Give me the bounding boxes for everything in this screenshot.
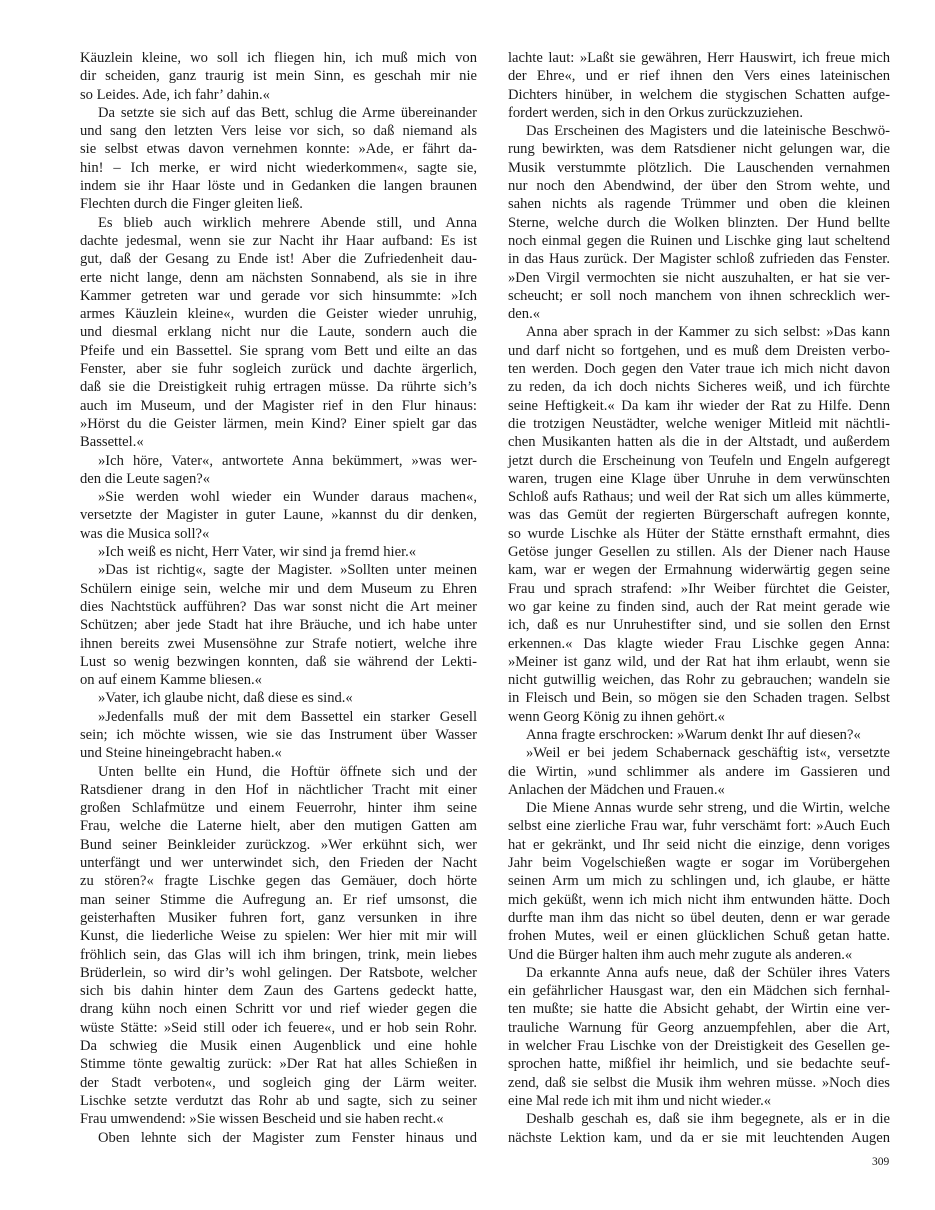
text-line: »Sie werden wohl wieder ein Wunder daraus machen«,: [98, 489, 477, 506]
text-line: Frau und sprach strafend: »Ihr Weiber fürchtet die Geister,: [508, 580, 890, 597]
text-line: »Ich höre, Vater«, antwortete Anna bekümmert, »was wer-: [98, 452, 477, 469]
text-line: wenn Georg König zu ihnen gehört.«: [508, 708, 725, 725]
paragraph: [80, 708, 477, 763]
text-line: Anna aber sprach in der Kammer zu sich selbst: »Das kann: [526, 324, 890, 341]
text-line: man seiner Stimme die Aufregung an. Er rief umsonst, die: [80, 891, 477, 908]
text-line: Musik verstummte plötzlich. Die Lauschenden vernahmen: [508, 159, 890, 176]
text-line: Da erkannte Anna aufs neue, daß der Schüler ihres Vaters: [526, 964, 890, 981]
text-line: on auf einem Kamme bliesen.«: [80, 672, 262, 689]
text-line: fordert werden, sich in den Orkus zurückzuziehen.: [508, 104, 804, 121]
text-line: noch einmal gegen die Ruinen und Lischke ging laut scheltend: [508, 232, 890, 249]
text-line: trauliche Warnung für Georg anzuempfehlen, aber die Art,: [508, 1019, 890, 1036]
page-number: 309: [872, 1156, 890, 1168]
paragraph: [80, 689, 477, 707]
text-line: daß sie die Dreistigkeit ruhig ertragen müsse. Da rührte sich’s: [80, 379, 477, 396]
text-line: seine Heftigkeit.« Da kam ihr wieder der Rat zu Hilfe. Denn: [508, 397, 890, 414]
text-line: was die Musica soll?«: [80, 525, 210, 542]
paragraph: [508, 726, 890, 744]
text-line: chen Musikanten hatten als die in der Altstadt, und außerdem: [508, 434, 890, 451]
text-line: Unten bellte ein Hund, die Hoftür öffnete sich und der: [98, 763, 477, 780]
text-line: Das Erscheinen des Magisters und die lateinische Beschwö-: [526, 123, 890, 140]
text-line: Schloß aufs Rathaus; und weil der Rat sich um alles kümmerte,: [508, 489, 890, 506]
text-line: dir scheiden, ganz traurig ist mein Sinn, es geschah mir nie: [80, 68, 477, 85]
text-line: Getöse junger Gesellen zu stillen. Als der Diener nach Hause: [508, 544, 890, 561]
text-line: Schützen; aber jede Stadt hat ihre Bräuche, und ich habe unter: [80, 617, 477, 634]
text-line: Brüderlein, so wird dir’s wohl gelingen. Der Ratsbote, welcher: [80, 964, 477, 981]
text-line: die trotzigen Neustädter, welche weniger Mitleid mit nächtli-: [508, 415, 890, 432]
text-line: durfte man ihm das nicht so übel deuten, denn er war gerade: [508, 909, 890, 926]
paragraph: [80, 214, 477, 452]
text-line: eine Mal rede ich mit ihm und nicht wieder.«: [508, 1092, 772, 1109]
text-column-right: [508, 49, 890, 1147]
paragraph: [80, 543, 477, 561]
text-line: scheucht; er soll noch manchem von ihnen schrecklich wer-: [508, 287, 890, 304]
text-line: rung bewirkten, was dem Ratsdiener nicht gelungen war, die: [508, 141, 890, 158]
text-line: fröhlich sein, das Glas will ich ihm bringen, trink, mein liebes: [80, 946, 477, 963]
text-line: Kammer getreten war und gerade vor sich hinsummte: »Ich: [80, 287, 477, 304]
text-line: sprochen hatte, mißfiel ihr heimlich, und sie bedachte seuf-: [508, 1056, 890, 1073]
text-line: großen Schlafmütze und einem Feuerrohr, hinter ihm seine: [80, 800, 477, 817]
paragraph: [508, 744, 890, 799]
text-line: ein gefährlicher Hausgast war, den ein Mädchen sich fernhal-: [508, 983, 890, 1000]
text-line: in welcher Frau Lischke von der Dreistigkeit des Gesellen ge-: [508, 1038, 890, 1055]
text-line: gut, daß der Gesang zu Ende ist! Aber die Zufriedenheit dau-: [80, 251, 477, 268]
text-line: dachte jedesmal, wenn sie zur Nacht ihr Haar aufband: Es ist: [80, 232, 477, 249]
text-line: so Leides. Ade, ich fahr’ dahin.«: [80, 86, 270, 103]
text-line: Schülern einige sein, welche mir und dem Museum zu Ehren: [80, 580, 477, 597]
text-line: Pfeife und ein Bassettel. Sie sprang vom Bett und eilte an das: [80, 342, 477, 359]
text-line: der Stadt verboten«, und sogleich ging der Lärm weiter.: [80, 1074, 477, 1091]
text-line: Käuzlein kleine, wo soll ich fliegen hin, ich muß mich von: [80, 50, 477, 66]
text-line: und darf nicht so fortgehen, und es muß dem Dreisten verbo-: [508, 342, 890, 359]
text-line: sich bis dahin hinter dem Zaun des Gartens gedeckt hatte,: [80, 983, 477, 1000]
text-line: Deshalb geschah es, daß sie ihm begegnete, als er in die: [526, 1111, 890, 1128]
text-line: hat er gekränkt, und Ihr seid nicht die einzige, denn voriges: [508, 836, 890, 853]
text-line: Bund seiner Beinkleider zurückzog. »Wer erkühnt sich, wer: [80, 836, 477, 853]
text-line: Frau umwendend: »Sie wissen Bescheid und sie haben recht.«: [80, 1111, 444, 1128]
paragraph: [80, 488, 477, 543]
text-line: so wurde Lischke als Hüter der Stätte ernsthaft ermahnt, dies: [508, 525, 890, 542]
text-line: »Meiner ist ganz wild, und der Rat hat ihm erlaubt, wenn sie: [508, 653, 890, 670]
text-line: ich, daß es nur Unruhestifter sind, und sie sollen den Ernst: [508, 617, 890, 634]
text-line: »Vater, ich glaube nicht, daß diese es sind.«: [98, 690, 353, 707]
paragraph: [80, 49, 477, 104]
text-line: dies Nachtstück aufführen? Das war sonst nicht die Art meiner: [80, 598, 477, 615]
text-line: armes Käuzlein kleine«, wurden die Geister wieder unruhig,: [80, 306, 477, 323]
text-line: »Jedenfalls muß der mit dem Bassettel ein starker Gesell: [98, 708, 477, 725]
text-line: unterfängt und wer unterwindet sich, den Frieden der Nacht: [80, 855, 477, 872]
text-line: ten werden. Doch gegen den Vater traue ich mich nicht davon: [508, 361, 890, 378]
text-line: geisterhaften Musiker fuhren fort, ganz versunken in ihre: [80, 909, 477, 926]
text-line: Sterne, welche durch die Wolken blinzten. Der Hund bellte: [508, 214, 890, 231]
text-line: Es blieb auch wirklich mehrere Abende still, und Anna: [98, 214, 477, 231]
paragraph: [508, 49, 890, 122]
text-line: in Fleisch und Bein, so mögen sie den Schaden tragen. Selbst: [508, 690, 890, 707]
text-line: mich geküßt, wenn ich mich nicht ihm entwunden hätte. Doch: [508, 891, 890, 908]
text-line: Dichters hinüber, in welchem die stygischen Schatten aufge-: [508, 86, 890, 103]
text-line: den die Leute sagen?«: [80, 470, 211, 487]
text-line: nicht gutwillig weichen, das Rohr zu gebrauchen; wandeln sie: [508, 672, 890, 689]
text-line: auch im Museum, und der Magister rief in den Flur hinaus:: [80, 397, 477, 414]
text-line: die Wirtin, »und schlimmer als andere im Gassieren und: [508, 763, 890, 780]
text-line: ihnen bereits zwei Musensöhne zur Strafe notiert, welche ihre: [80, 635, 477, 652]
text-line: und Steine hineingebracht haben.«: [80, 745, 282, 762]
text-line: Anna fragte erschrocken: »Warum denkt Ihr auf diesen?«: [526, 726, 861, 743]
text-line: und sang den letzten Vers leise vor sich, so daß niemand als: [80, 123, 477, 140]
text-line: hin! – Ich merke, er wird nicht wiederkommen«, sagte sie,: [80, 159, 477, 176]
text-line: lachte laut: »Laßt sie gewähren, Herr Hauswirt, ich freue mich: [508, 50, 890, 66]
text-line: »Ich weiß es nicht, Herr Vater, wir sind ja fremd hier.«: [98, 544, 417, 561]
text-line: Kunst, die liederliche Weise zu spielen: Wer hier mit mir will: [80, 928, 477, 945]
text-line: und diesmal erklang nicht nur die Laute, sondern auch die: [80, 324, 477, 341]
text-line: zend, daß sie selbst die Musik ihm wehren müsse. »Noch dies: [508, 1074, 890, 1091]
text-line: zu reden, da ich doch nichts Sicheres weiß, und ich fürchte: [508, 379, 890, 396]
text-line: Lischke setzte verdutzt das Rohr ab und sagte, sich zu seiner: [80, 1092, 477, 1109]
text-line: Da setzte sie sich auf das Bett, schlug die Arme übereinander: [98, 104, 477, 121]
text-line: Anlachen der Mädchen und Frauen.«: [508, 781, 725, 798]
text-line: erte nicht lange, denn am nächsten Sonnabend, als sie in ihre: [80, 269, 477, 286]
text-line: Ratsdiener drang in den Hof in nächtlicher Tracht mit einer: [80, 781, 477, 798]
paragraph: [80, 763, 477, 1129]
text-line: nur noch den Abendwind, der über den Strom wehte, und: [508, 178, 890, 195]
text-line: indem sie ihr Haar löste und in Gedanken die langen braunen: [80, 178, 477, 195]
paragraph: [80, 104, 477, 214]
text-line: »Weil er bei jedem Schabernack geschäftig ist«, versetzte: [526, 745, 890, 762]
text-line: Bassettel.«: [80, 434, 144, 451]
text-line: wo gar keine zu finden sind, auch der Rat meint gerade wie: [508, 598, 890, 615]
text-line: sahen nichts als ragende Trümmer und oben die kleinen: [508, 196, 890, 213]
text-line: in das Haus zurück. Der Magister schloß zufrieden das Fenster.: [508, 251, 890, 268]
text-line: was das Gemüt der regierten Bürgerschaft aufregen konnte,: [508, 507, 890, 524]
paragraph: [508, 1110, 890, 1147]
text-line: Und die Bürger halten ihm auch mehr zugute als anderen.«: [508, 946, 853, 963]
text-line: den.«: [508, 306, 541, 323]
text-line: Fenster, aber sie fuhr sogleich zurück und dachte ärgerlich,: [80, 361, 477, 378]
text-line: zu stören?« fragte Lischke gegen das Gemäuer, doch hörte: [80, 873, 477, 890]
text-line: ten mußte; sie hatte die Absicht gehabt, der Wirtin eine ver-: [508, 1001, 890, 1018]
text-line: kam, war er wegen der Ermahnung widerwärtig gegen seine: [508, 562, 890, 579]
paragraph: [80, 561, 477, 689]
text-line: Oben lehnte sich der Magister zum Fenster hinaus und: [98, 1129, 477, 1146]
text-line: Flechten durch die Finger gleiten ließ.: [80, 196, 303, 213]
text-line: versetzte der Magister in guter Laune, »kannst du dir denken,: [80, 507, 477, 524]
text-line: sie selbst etwas davon vernehmen konnte: »Ade, er fährt da-: [80, 141, 477, 158]
text-line: frohen Mutes, weil er einen glücklichen Schuß getan hatte.: [508, 928, 890, 945]
text-line: nächste Lektion kam, und da er sie mit leuchtenden Augen: [508, 1129, 890, 1146]
text-line: drang kühn noch einen Schritt vor und rief wieder gegen die: [80, 1001, 477, 1018]
text-line: »Den Virgil vermochten sie nicht auszuhalten, er hat sie ver-: [508, 269, 890, 286]
text-line: selbst eine zierliche Frau war, fuhr verschämt fort: »Auch Euch: [508, 818, 890, 835]
text-line: Da schwieg die Musik einen Augenblick und eine hohle: [80, 1038, 477, 1055]
text-line: wüste Stätte: »Seid still oder ich feuere«, und er hob sein Rohr.: [80, 1019, 477, 1036]
text-line: waren, trugen eine Klage über Unruhe in dem verwünschten: [508, 470, 890, 487]
text-line: Jahr beim Vogelschießen wagte er sogar im Vorübergehen: [508, 855, 890, 872]
paragraph: [508, 122, 890, 323]
text-line: Lust so wenig bezwingen konnten, daß sie während der Lekti-: [80, 653, 477, 670]
text-line: Stimme tönte gewaltig zurück: »Der Rat hat alles Schießen in: [80, 1056, 477, 1073]
paragraph: [508, 799, 890, 964]
text-line: erkennen.« Das klagte wieder Frau Lischke gegen Anna:: [508, 635, 890, 652]
text-line: sein; ich möchte wissen, wie sie das Instrument über Wasser: [80, 726, 477, 743]
text-column-left: [80, 49, 477, 1147]
paragraph: [508, 323, 890, 726]
paragraph: [508, 964, 890, 1110]
text-line: Frau, welche die Laterne hielt, aber den mutigen Gatten am: [80, 818, 477, 835]
paragraph: [80, 452, 477, 489]
text-line: jetzt durch die Erscheinung von Teufeln und Engeln aufgeregt: [508, 452, 890, 469]
text-line: seinen Arm um mich zu schlingen und, ich glaube, er hätte: [508, 873, 890, 890]
paragraph: [80, 1129, 477, 1147]
text-line: der Ehre«, und er rief ihnen den Vers eines lateinischen: [508, 68, 890, 85]
text-line: Die Miene Annas wurde sehr streng, und die Wirtin, welche: [526, 800, 890, 817]
text-line: »Hörst du die Geister lärmen, mein Kind? Einer spielt gar das: [80, 415, 477, 432]
text-line: »Das ist richtig«, sagte der Magister. »Sollten unter meinen: [98, 562, 477, 579]
